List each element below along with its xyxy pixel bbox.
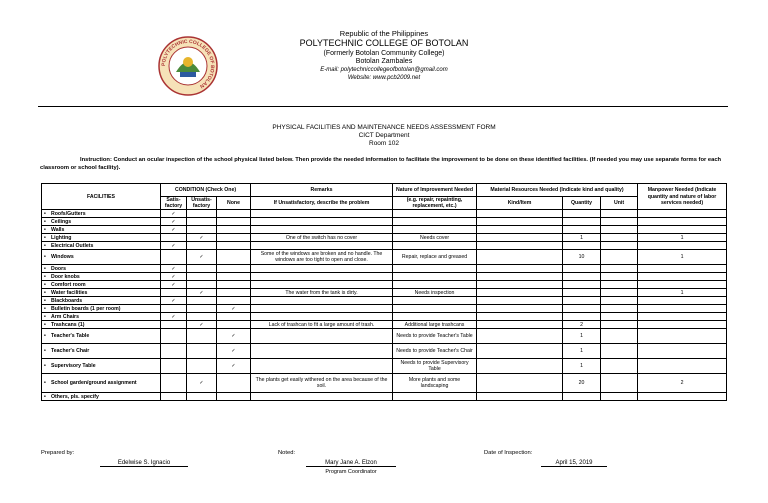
remarks-cell xyxy=(251,359,393,374)
none-cell xyxy=(217,321,251,329)
remarks-cell xyxy=(251,305,393,313)
remarks-cell xyxy=(251,393,393,401)
header-nature: Nature of Improvement Needed xyxy=(393,184,477,197)
facility-label: Water facilities xyxy=(51,289,88,296)
manpower-cell xyxy=(638,210,727,218)
remarks-cell xyxy=(251,297,393,305)
table-row xyxy=(42,234,727,242)
satisfactory-cell xyxy=(161,305,187,313)
remarks-cell: Lack of trashcan to fit a large amount of trash. xyxy=(251,321,393,329)
facility-label: Arm Chairs xyxy=(51,313,79,320)
facility-label: Walls xyxy=(51,226,65,233)
kind-cell xyxy=(477,273,563,281)
kind-cell xyxy=(477,218,563,226)
manpower-cell: 1 xyxy=(638,289,727,297)
nature-cell xyxy=(393,305,477,313)
kind-cell xyxy=(477,226,563,234)
satisfactory-cell xyxy=(161,344,187,359)
header-facilities: FACILITIES xyxy=(42,184,161,210)
satisfactory-cell xyxy=(161,393,187,401)
nature-cell xyxy=(393,281,477,289)
unit-cell xyxy=(601,289,638,297)
unit-cell xyxy=(601,297,638,305)
location-line: Botolan Zambales xyxy=(355,58,413,66)
remarks-cell xyxy=(251,313,393,321)
unsatisfactory-cell xyxy=(187,281,217,289)
unit-cell xyxy=(601,359,638,374)
facility-cell xyxy=(42,393,161,401)
table-row xyxy=(42,289,727,297)
satisfactory-cell xyxy=(161,250,187,265)
none-cell xyxy=(217,273,251,281)
manpower-cell: 1 xyxy=(638,250,727,265)
none-cell xyxy=(217,289,251,297)
facility-label: Trashcans (1) xyxy=(51,321,85,328)
kind-cell xyxy=(477,242,563,250)
bullet-icon: • xyxy=(44,348,46,355)
none-cell xyxy=(217,210,251,218)
none-cell xyxy=(217,374,251,393)
header-kind: Kind/Item xyxy=(477,197,563,210)
remarks-cell xyxy=(251,242,393,250)
kind-cell xyxy=(477,393,563,401)
college-name: POLYTECHNIC COLLEGE OF BOTOLAN xyxy=(299,38,469,49)
manpower-cell xyxy=(638,281,727,289)
quantity-cell: 1 xyxy=(563,359,601,374)
satisfactory-cell xyxy=(161,359,187,374)
email-line: E-mail: polytechniccollegeofbotolan@gmail.com xyxy=(320,67,448,74)
quantity-cell: 1 xyxy=(563,344,601,359)
quantity-cell xyxy=(563,226,601,234)
quantity-cell xyxy=(563,273,601,281)
facility-cell xyxy=(42,210,161,218)
manpower-cell xyxy=(638,393,727,401)
unit-cell xyxy=(601,250,638,265)
remarks-cell xyxy=(251,281,393,289)
nature-cell xyxy=(393,226,477,234)
quantity-cell xyxy=(563,313,601,321)
facility-cell xyxy=(42,305,161,313)
kind-cell xyxy=(477,344,563,359)
manpower-cell xyxy=(638,321,727,329)
bullet-icon: • xyxy=(44,380,46,387)
bullet-icon: • xyxy=(44,333,46,340)
quantity-cell: 2 xyxy=(563,321,601,329)
unit-cell xyxy=(601,305,638,313)
bullet-icon: • xyxy=(44,242,46,249)
quantity-cell xyxy=(563,242,601,250)
bullet-icon: • xyxy=(44,281,46,288)
table-row xyxy=(42,313,727,321)
quantity-cell xyxy=(563,297,601,305)
quantity-cell: 10 xyxy=(563,250,601,265)
remarks-cell: Some of the windows are broken and no handle. The windows are too tight to open and close. xyxy=(251,250,393,265)
unit-cell xyxy=(601,234,638,242)
facility-label: Others, pls. specify xyxy=(51,393,99,400)
unit-cell xyxy=(601,210,638,218)
manpower-cell xyxy=(638,305,727,313)
facility-label: Blackboards xyxy=(51,297,83,304)
manpower-cell xyxy=(638,359,727,374)
facility-label: Supervisory Table xyxy=(51,363,96,370)
satisfactory-cell: ✓ xyxy=(161,210,187,218)
nature-cell: Repair, replace and greased xyxy=(393,250,477,265)
kind-cell xyxy=(477,329,563,344)
unsatisfactory-cell: ✓ xyxy=(187,374,217,393)
satisfactory-cell: ✓ xyxy=(161,265,187,273)
unit-cell xyxy=(601,218,638,226)
kind-cell xyxy=(477,313,563,321)
manpower-cell xyxy=(638,344,727,359)
none-cell xyxy=(217,234,251,242)
unsatisfactory-cell xyxy=(187,305,217,313)
manpower-cell xyxy=(638,329,727,344)
form-title-block xyxy=(0,124,768,148)
header-material: Material Resources Needed (Indicate kind and quality) xyxy=(477,184,638,197)
nature-cell xyxy=(393,218,477,226)
facility-label: Door knobs xyxy=(51,273,80,280)
none-cell xyxy=(217,265,251,273)
kind-cell xyxy=(477,281,563,289)
satisfactory-cell xyxy=(161,321,187,329)
quantity-cell xyxy=(563,210,601,218)
unit-cell xyxy=(601,321,638,329)
unsatisfactory-cell xyxy=(187,265,217,273)
satisfactory-cell: ✓ xyxy=(161,273,187,281)
none-cell xyxy=(217,297,251,305)
remarks-cell: The water from the tank is dirty. xyxy=(251,289,393,297)
unit-cell xyxy=(601,242,638,250)
manpower-cell xyxy=(638,297,727,305)
remarks-cell xyxy=(251,210,393,218)
facility-cell xyxy=(42,234,161,242)
manpower-cell xyxy=(638,273,727,281)
header-remarks-sub: If Unsatisfactory, describe the problem xyxy=(251,197,393,210)
seal-text: POLYTECHNIC COLLEGE OF BOTOLAN xyxy=(160,38,216,90)
header-satisfactory: Satis-factory xyxy=(161,197,187,210)
facility-label: Doors xyxy=(51,265,66,272)
nature-cell: Additional large trashcans xyxy=(393,321,477,329)
quantity-cell xyxy=(563,265,601,273)
remarks-cell xyxy=(251,218,393,226)
noted-role: Program Coordinator xyxy=(325,469,377,475)
manpower-cell xyxy=(638,242,727,250)
bullet-icon: • xyxy=(44,393,46,400)
facility-cell xyxy=(42,250,161,265)
facility-label: Roofs/Gutters xyxy=(51,210,86,217)
unsatisfactory-cell: ✓ xyxy=(187,234,217,242)
instruction-text: Instruction: Conduct an ocular inspection of the school physical listed below. Then provide the needed information to facilitate the improvement to be done on these identified facilities. (If needed you may use separate forms for each classroom or school facility). xyxy=(40,157,722,172)
nature-cell xyxy=(393,393,477,401)
facility-cell xyxy=(42,265,161,273)
bullet-icon: • xyxy=(44,210,46,217)
none-cell: ✓ xyxy=(217,305,251,313)
manpower-cell: 2 xyxy=(638,374,727,393)
prepared-name: Edelwise S. Ignacio xyxy=(100,460,188,467)
nature-cell: Needs cover xyxy=(393,234,477,242)
table-row xyxy=(42,297,727,305)
header-quantity: Quantity xyxy=(563,197,601,210)
none-cell xyxy=(217,250,251,265)
satisfactory-cell xyxy=(161,329,187,344)
unsatisfactory-cell xyxy=(187,297,217,305)
none-cell: ✓ xyxy=(217,359,251,374)
kind-cell xyxy=(477,234,563,242)
quantity-cell: 1 xyxy=(563,234,601,242)
remarks-cell: The plants get easily withered on the area because of the soil. xyxy=(251,374,393,393)
facility-cell xyxy=(42,359,161,374)
header-condition: CONDITION (Check One) xyxy=(161,184,251,197)
bullet-icon: • xyxy=(44,218,46,225)
none-cell xyxy=(217,218,251,226)
unit-cell xyxy=(601,265,638,273)
none-cell xyxy=(217,242,251,250)
unsatisfactory-cell xyxy=(187,210,217,218)
unit-cell xyxy=(601,273,638,281)
bullet-icon: • xyxy=(44,313,46,320)
none-cell xyxy=(217,281,251,289)
nature-cell: Needs inspection xyxy=(393,289,477,297)
bullet-icon: • xyxy=(44,254,46,261)
facility-cell xyxy=(42,226,161,234)
quantity-cell: 20 xyxy=(563,374,601,393)
assessment-table xyxy=(41,183,727,401)
unsatisfactory-cell xyxy=(187,359,217,374)
manpower-cell xyxy=(638,226,727,234)
satisfactory-cell: ✓ xyxy=(161,281,187,289)
quantity-cell: 1 xyxy=(563,329,601,344)
date-value: April 15, 2019 xyxy=(541,460,607,467)
unit-cell xyxy=(601,281,638,289)
facility-label: School garden/ground assignment xyxy=(51,380,137,387)
unsatisfactory-cell: ✓ xyxy=(187,250,217,265)
bullet-icon: • xyxy=(44,273,46,280)
unsatisfactory-cell: ✓ xyxy=(187,321,217,329)
nature-cell: More plants and some landscaping xyxy=(393,374,477,393)
none-cell: ✓ xyxy=(217,329,251,344)
table-row xyxy=(42,273,727,281)
unsatisfactory-cell xyxy=(187,226,217,234)
header-unit: Unit xyxy=(601,197,638,210)
bullet-icon: • xyxy=(44,321,46,328)
nature-cell: Needs to provide Teacher's Chair xyxy=(393,344,477,359)
satisfactory-cell: ✓ xyxy=(161,226,187,234)
header-unsatisfactory: Unsatis-factory xyxy=(187,197,217,210)
satisfactory-cell: ✓ xyxy=(161,242,187,250)
bullet-icon: • xyxy=(44,265,46,272)
quantity-cell xyxy=(563,218,601,226)
remarks-cell xyxy=(251,329,393,344)
manpower-cell xyxy=(638,265,727,273)
none-cell xyxy=(217,226,251,234)
none-cell xyxy=(217,313,251,321)
kind-cell xyxy=(477,297,563,305)
table-row xyxy=(42,344,727,359)
facility-cell xyxy=(42,242,161,250)
nature-cell xyxy=(393,313,477,321)
satisfactory-cell xyxy=(161,289,187,297)
unit-cell xyxy=(601,393,638,401)
satisfactory-cell: ✓ xyxy=(161,297,187,305)
kind-cell xyxy=(477,305,563,313)
unit-cell xyxy=(601,313,638,321)
unit-cell xyxy=(601,344,638,359)
unsatisfactory-cell xyxy=(187,344,217,359)
table-row xyxy=(42,218,727,226)
table-row xyxy=(42,359,727,374)
room: Room 102 xyxy=(369,140,399,148)
facility-cell xyxy=(42,273,161,281)
facility-cell xyxy=(42,218,161,226)
facility-label: Teacher's Table xyxy=(51,333,90,340)
unit-cell xyxy=(601,329,638,344)
none-cell: ✓ xyxy=(217,344,251,359)
bullet-icon: • xyxy=(44,289,46,296)
bullet-icon: • xyxy=(44,234,46,241)
kind-cell xyxy=(477,210,563,218)
kind-cell xyxy=(477,374,563,393)
table-row xyxy=(42,226,727,234)
manpower-cell xyxy=(638,218,727,226)
satisfactory-cell: ✓ xyxy=(161,313,187,321)
unit-cell xyxy=(601,226,638,234)
header-manpower: Manpower Needed (Indicate quantity and nature of labor services needed) xyxy=(638,184,727,210)
remarks-cell: One of the switch has no cover xyxy=(251,234,393,242)
quantity-cell xyxy=(563,289,601,297)
facility-cell xyxy=(42,374,161,393)
noted-name: Mary Jane A. Elzon xyxy=(306,460,396,467)
kind-cell xyxy=(477,265,563,273)
bullet-icon: • xyxy=(44,297,46,304)
unsatisfactory-cell xyxy=(187,273,217,281)
satisfactory-cell xyxy=(161,234,187,242)
quantity-cell xyxy=(563,305,601,313)
facility-label: Ceilings xyxy=(51,218,72,225)
remarks-cell xyxy=(251,265,393,273)
unit-cell xyxy=(601,374,638,393)
facility-cell xyxy=(42,281,161,289)
remarks-cell xyxy=(251,273,393,281)
table-row xyxy=(42,265,727,273)
none-cell xyxy=(217,393,251,401)
unsatisfactory-cell xyxy=(187,218,217,226)
header-remarks: Remarks xyxy=(251,184,393,197)
unsatisfactory-cell xyxy=(187,242,217,250)
website-line: Website: www.pcb2009.net xyxy=(347,74,421,81)
facility-label: Bulletin boards (1 per room) xyxy=(51,305,121,312)
header-divider xyxy=(38,106,728,107)
kind-cell xyxy=(477,359,563,374)
table-row xyxy=(42,210,727,218)
form-title: PHYSICAL FACILITIES AND MAINTENANCE NEEDS ASSESSMENT FORM xyxy=(272,124,496,131)
table-row xyxy=(42,250,727,265)
table-row xyxy=(42,393,727,401)
facility-cell xyxy=(42,344,161,359)
table-row xyxy=(42,281,727,289)
satisfactory-cell: ✓ xyxy=(161,218,187,226)
nature-cell xyxy=(393,273,477,281)
facility-cell xyxy=(42,329,161,344)
bullet-icon: • xyxy=(44,363,46,370)
facility-cell xyxy=(42,297,161,305)
noted-label: Noted: xyxy=(278,450,296,456)
kind-cell xyxy=(477,289,563,297)
manpower-cell xyxy=(638,313,727,321)
table-row xyxy=(42,374,727,393)
prepared-label: Prepared by: xyxy=(41,450,75,456)
letterhead xyxy=(0,29,768,82)
bullet-icon: • xyxy=(44,305,46,312)
remarks-cell xyxy=(251,344,393,359)
facility-cell xyxy=(42,321,161,329)
table-row xyxy=(42,305,727,313)
table-row xyxy=(42,242,727,250)
unsatisfactory-cell xyxy=(187,329,217,344)
facility-label: Electrical Outlets xyxy=(51,242,94,249)
formerly-line: (Formerly Botolan Community College) xyxy=(323,49,445,57)
quantity-cell xyxy=(563,281,601,289)
facility-label: Lighting xyxy=(51,234,72,241)
unsatisfactory-cell xyxy=(187,313,217,321)
remarks-cell xyxy=(251,226,393,234)
facility-label: Windows xyxy=(51,254,74,261)
facility-cell xyxy=(42,313,161,321)
nature-cell xyxy=(393,210,477,218)
kind-cell xyxy=(477,250,563,265)
nature-cell: Needs to provide Teacher's Table xyxy=(393,329,477,344)
manpower-cell: 1 xyxy=(638,234,727,242)
nature-cell xyxy=(393,297,477,305)
bullet-icon: • xyxy=(44,226,46,233)
nature-cell xyxy=(393,265,477,273)
date-label: Date of Inspection: xyxy=(484,450,533,456)
facility-label: Teacher's Chair xyxy=(51,348,90,355)
nature-cell xyxy=(393,242,477,250)
republic-line: Republic of the Philippines xyxy=(339,29,429,38)
unsatisfactory-cell xyxy=(187,393,217,401)
department: CICT Department xyxy=(358,132,410,140)
header-nature-sub: (e.g. repair, repainting, replacement, etc.) xyxy=(393,197,477,210)
facility-label: Comfort room xyxy=(51,281,86,288)
quantity-cell xyxy=(563,393,601,401)
table-row xyxy=(42,329,727,344)
satisfactory-cell xyxy=(161,374,187,393)
nature-cell: Needs to provide Supervisory Table xyxy=(393,359,477,374)
header-none: None xyxy=(217,197,251,210)
facility-cell xyxy=(42,289,161,297)
kind-cell xyxy=(477,321,563,329)
unsatisfactory-cell: ✓ xyxy=(187,289,217,297)
table-row xyxy=(42,321,727,329)
